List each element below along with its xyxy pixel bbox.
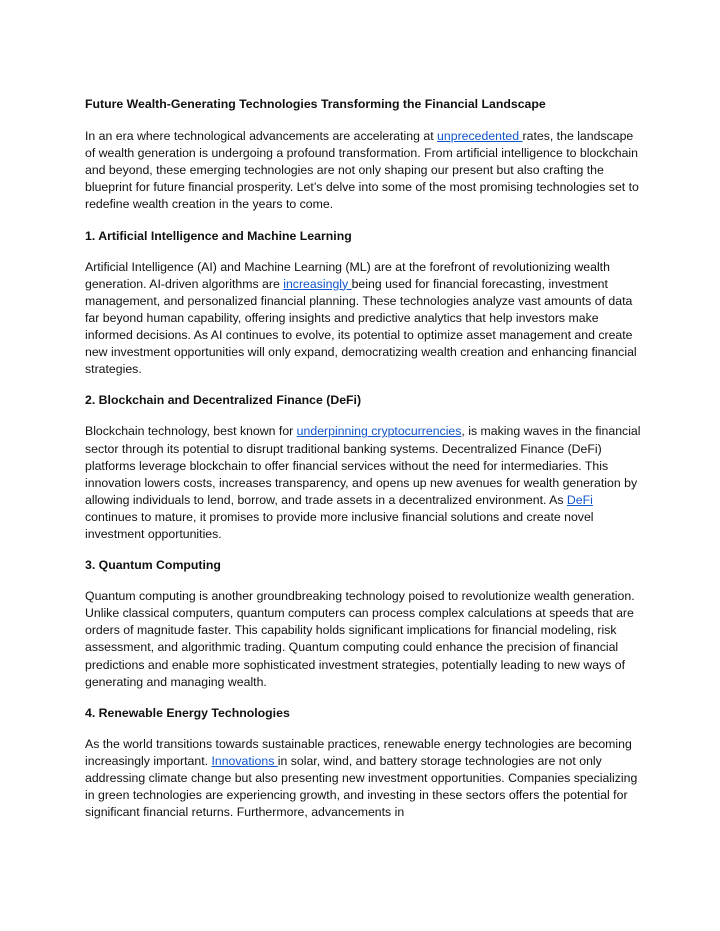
section-ai-text-1: Artificial Intelligence (AI) and Machine Learning (ML) are at the forefront of revolutionizing wealth generation. AI-driven algorithms are xyxy=(85,259,610,291)
section-renewable-text-1: As the world transitions towards sustainable practices, renewable energy technologies are becoming increasingly important. xyxy=(85,736,632,768)
link-underpinning-cryptocurrencies[interactable]: underpinning cryptocurrencies xyxy=(296,424,462,439)
section-paragraph-renewable xyxy=(85,736,645,821)
document-title: Future Wealth-Generating Technologies Transforming the Financial Landscape xyxy=(85,97,546,111)
section-renewable-text-2: in solar, wind, and battery storage technologies are not only addressing climate change but also presenting new investment opportunities. Companies specializing in green technologies are experiencing growth, and investing in these sectors offers the potential for significant financial returns. Furthermore, advancements in xyxy=(85,753,638,820)
section-heading-renewable: 4. Renewable Energy Technologies xyxy=(85,705,290,720)
document-page xyxy=(85,96,645,835)
link-unprecedented[interactable]: unprecedented xyxy=(437,129,523,144)
link-defi[interactable]: DeFi xyxy=(566,492,593,507)
link-increasingly[interactable]: increasingly xyxy=(283,276,352,291)
section-paragraph-ai xyxy=(85,259,645,379)
intro-text-end: rates, the landscape of wealth generation is undergoing a profound transformation. From artificial intelligence to blockchain and beyond, these emerging technologies are not only shaping our present but also crafting the blueprint for future financial prosperity. Let’s delve into some of the most promising technologies set to redefine wealth creation in the years to come. xyxy=(85,129,639,212)
section-paragraph-quantum: Quantum computing is another groundbreaking technology poised to revolutionize wealth generation. Unlike classical computers, quantum computers can process complex calculations at speeds that are orders of magnitude faster. This capability holds significant implications for financial modeling, risk assessment, and algorithmic trading. Quantum computing could enhance the precision of financial predictions and enable more sophisticated investment strategies, potentially leading to new ways of generating and managing wealth. xyxy=(85,589,635,689)
intro-paragraph xyxy=(85,128,645,213)
section-heading-quantum: 3. Quantum Computing xyxy=(85,558,221,573)
section-paragraph-blockchain xyxy=(85,423,645,543)
section-heading-blockchain: 2. Blockchain and Decentralized Finance (DeFi) xyxy=(85,393,362,408)
section-ai-text-2: being used for financial forecasting, investment management, and personalized financial planning. These technologies analyze vast amounts of data far beyond human capability, offering insights and predictive analytics that help investors make informed decisions. As AI continues to evolve, its potential to optimize asset management and create new investment opportunities will only expand, democratizing wealth creation and enhancing financial strategies. xyxy=(85,276,637,377)
intro-text-start: In an era where technological advancements are accelerating at xyxy=(85,129,438,144)
link-innovations[interactable]: Innovations xyxy=(211,753,278,768)
section-blockchain-text-2: , is making waves in the financial sector through its potential to disrupt traditional banking systems. Decentralized Finance (DeFi) platforms leverage blockchain to offer financial services without the need for intermediaries. This innovation lowers costs, increases transparency, and opens up new avenues for wealth generation by allowing individuals to lend, borrow, and trade assets in a decentralized environment. As xyxy=(85,424,641,507)
section-blockchain-text-3: continues to mature, it promises to provide more inclusive financial solutions and create novel investment opportunities. xyxy=(85,509,594,541)
section-blockchain-text-1: Blockchain technology, best known for xyxy=(85,424,297,439)
section-heading-ai: 1. Artificial Intelligence and Machine Learning xyxy=(85,228,352,243)
